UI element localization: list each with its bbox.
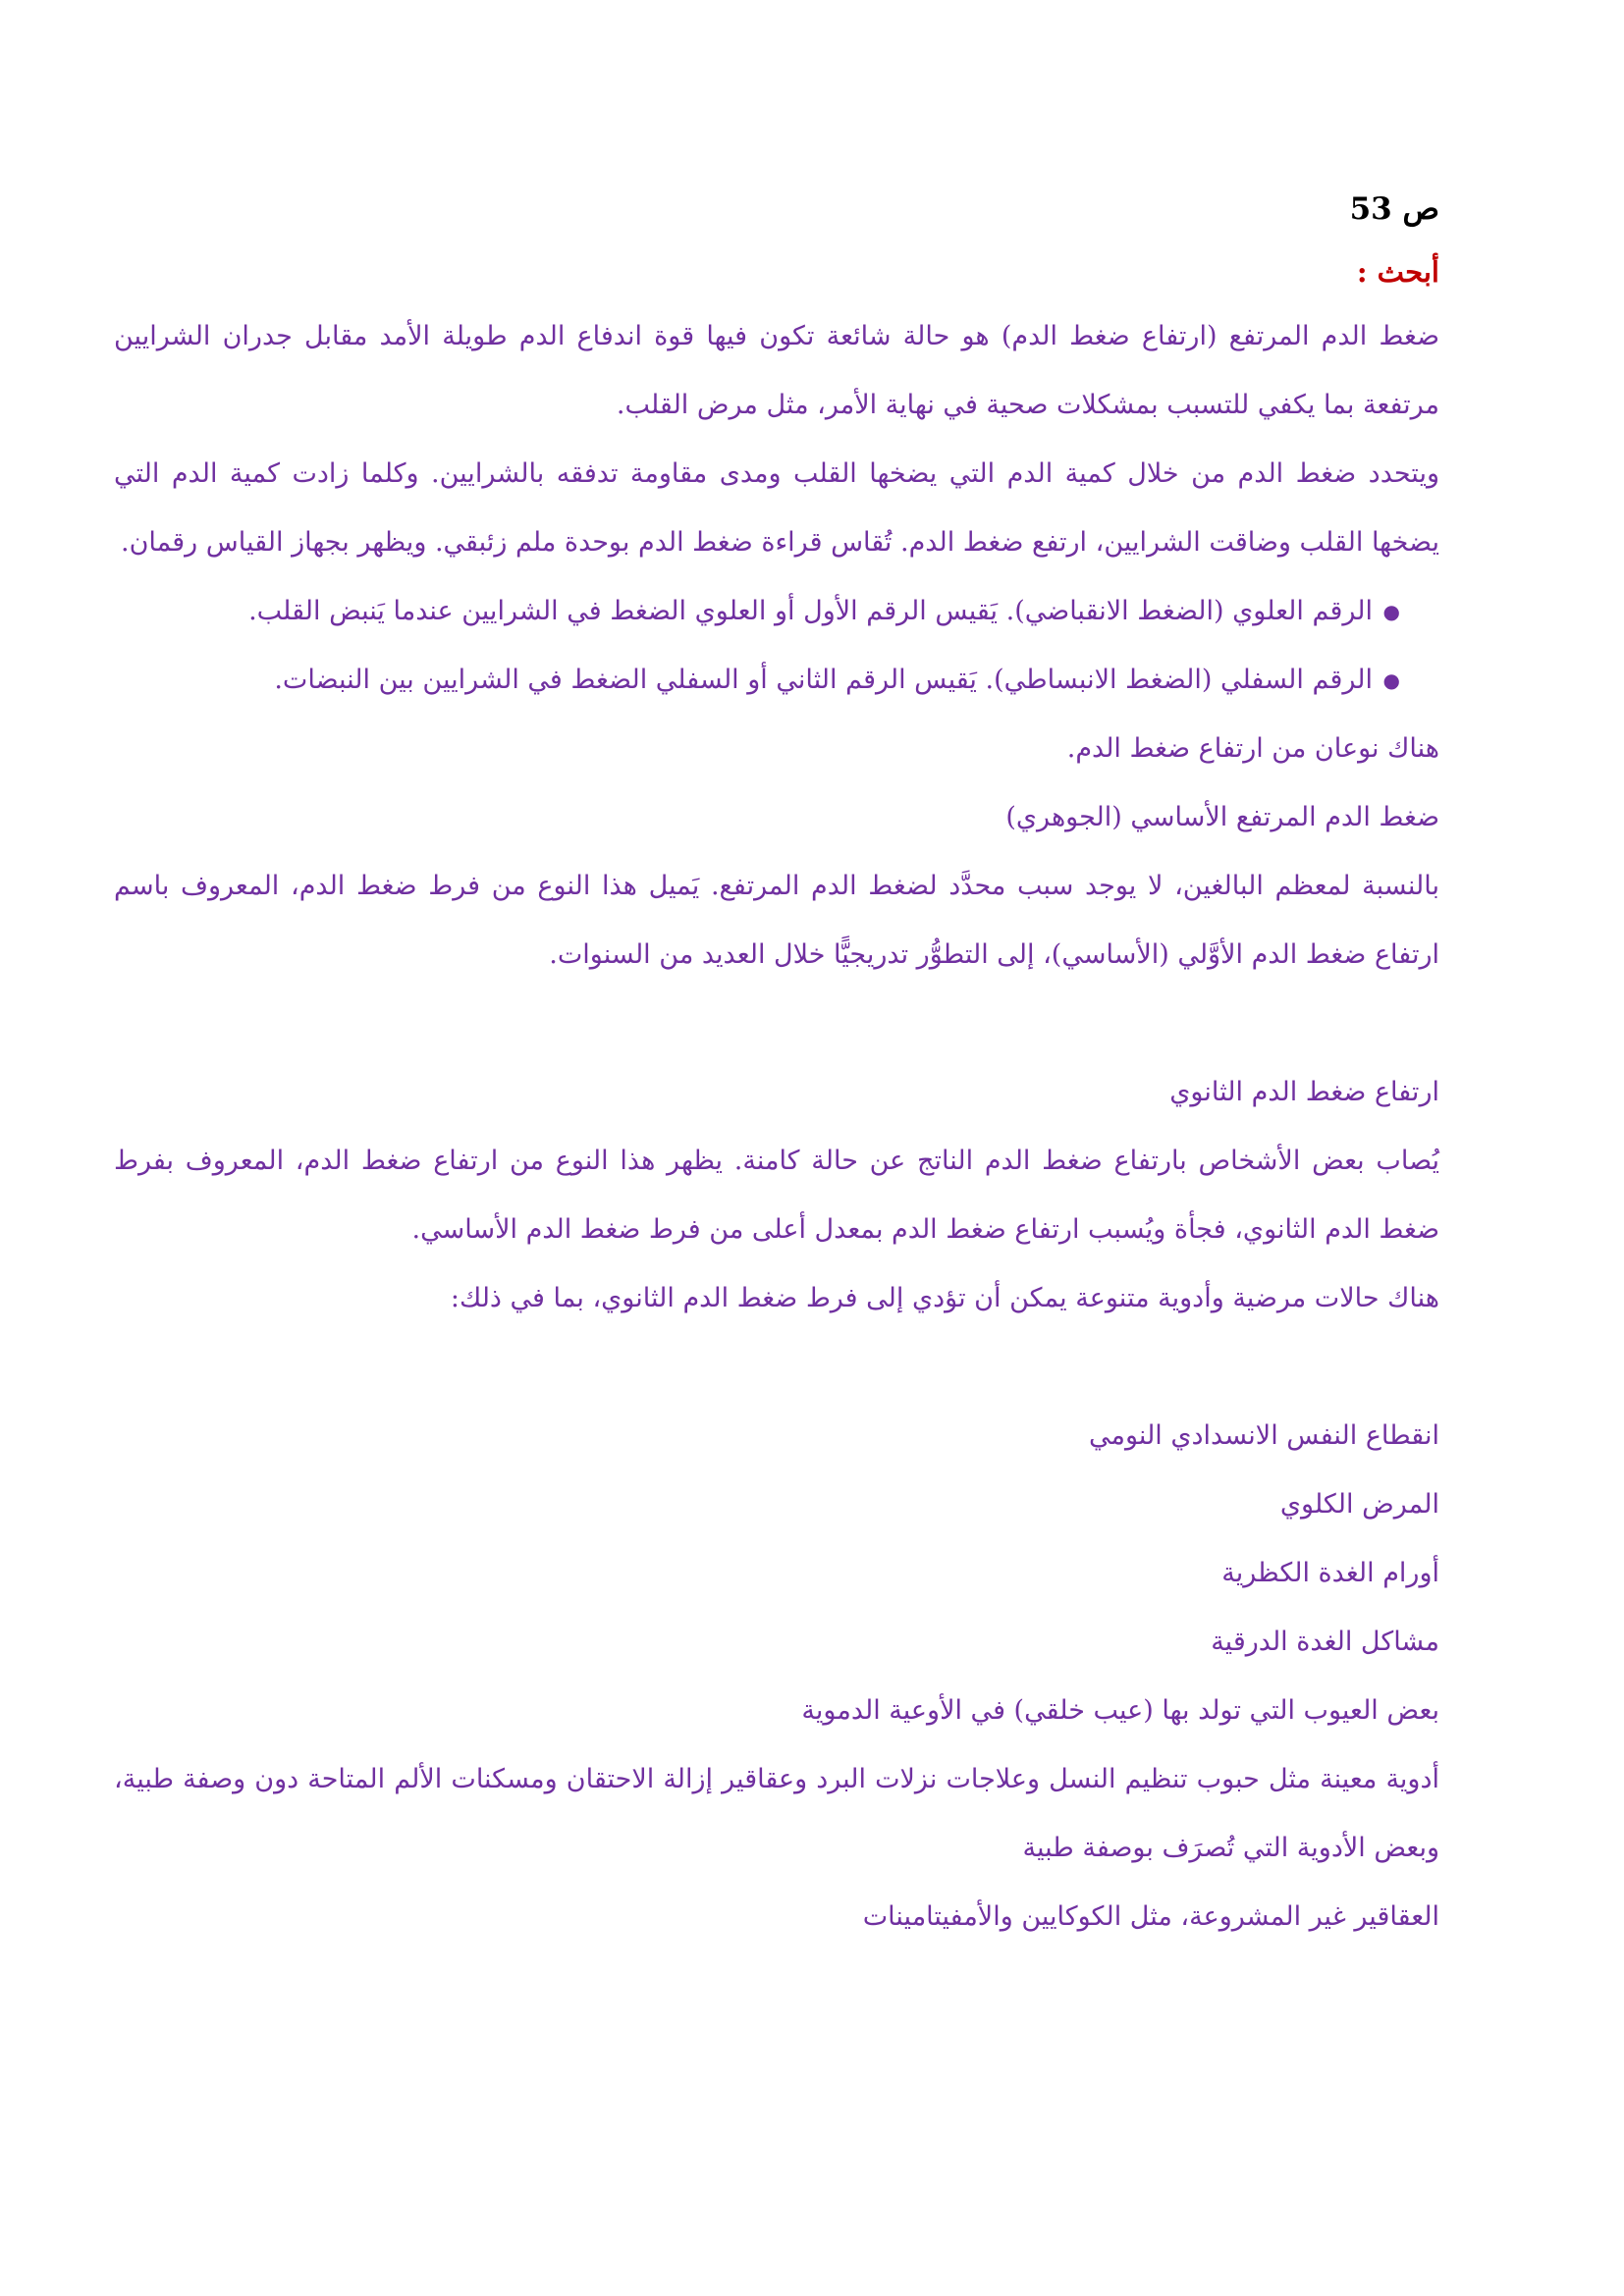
section-heading: أبحث :	[1356, 255, 1439, 289]
list-item	[114, 646, 1400, 715]
list-item: بعض العيوب التي تولد بها (عيب خلقي) في الأوعية الدموية	[801, 1695, 1439, 1726]
primary-title: ضغط الدم المرتفع الأساسي (الجوهري)	[1005, 802, 1439, 832]
reading-numbers-list	[114, 577, 1439, 715]
document-body	[114, 177, 1439, 1951]
list-item: انقطاع النفس الانسدادي النومي	[1089, 1420, 1439, 1451]
page-number: ص 53	[1349, 191, 1439, 227]
intro-paragraph-1: ضغط الدم المرتفع (ارتفاع ضغط الدم) هو حالة شائعة تكون فيها قوة اندفاع الدم طويلة الأمد مقابل جدران الشرايين مرتفعة بما يكفي للتسبب بمشكلات صحية في نهاية الأمر، مثل مرض القلب.	[114, 321, 1439, 420]
list-item: المرض الكلوي	[1279, 1489, 1439, 1520]
causes-intro: هناك حالات مرضية وأدوية متنوعة يمكن أن تؤدي إلى فرط ضغط الدم الثانوي، بما في ذلك:	[450, 1283, 1439, 1313]
list-item-text: الرقم السفلي (الضغط الانبساطي). يَقيس الرقم الثاني أو السفلي الضغط في الشرايين بين النبضات.	[274, 665, 1373, 695]
list-item: أدوية معينة مثل حبوب تنظيم النسل وعلاجات نزلات البرد وعقاقير إزالة الاحتقان ومسكنات الألم المتاحة دون وصفة طبية، وبعض الأدوية التي تُصرَف بوصفة طبية	[114, 1764, 1439, 1863]
list-item: أورام الغدة الكظرية	[1221, 1558, 1439, 1588]
types-intro: هناك نوعان من ارتفاع ضغط الدم.	[1066, 733, 1439, 764]
spacer	[114, 989, 1439, 1058]
causes-list	[114, 1402, 1439, 1951]
intro-paragraph-2: ويتحدد ضغط الدم من خلال كمية الدم التي يضخها القلب ومدى مقاومة تدفقه بالشرايين. وكلما زادت كمية الدم التي يضخها القلب وضاقت الشرايين، ارتفع ضغط الدم. تُقاس قراءة ضغط الدم بوحدة ملم زئبقي. ويظهر بجهاز القياس رقمان.	[114, 458, 1439, 558]
list-item: مشاكل الغدة الدرقية	[1211, 1627, 1439, 1657]
secondary-text: يُصاب بعض الأشخاص بارتفاع ضغط الدم الناتج عن حالة كامنة. يظهر هذا النوع من ارتفاع ضغط الدم، المعروف بفرط ضغط الدم الثانوي، فجأة ويُسبب ارتفاع ضغط الدم بمعدل أعلى من فرط ضغط الدم الأساسي.	[114, 1146, 1439, 1245]
bullet-icon: ●	[1382, 668, 1400, 692]
bullet-icon: ●	[1382, 600, 1400, 623]
spacer	[114, 1333, 1439, 1402]
primary-text: بالنسبة لمعظم البالغين، لا يوجد سبب محدَّد لضغط الدم المرتفع. يَميل هذا النوع من فرط ضغط الدم، المعروف باسم ارتفاع ضغط الدم الأوَّلي (الأساسي)، إلى التطوُّر تدريجيًّا خلال العديد من السنوات.	[114, 871, 1439, 970]
secondary-title: ارتفاع ضغط الدم الثانوي	[1169, 1077, 1439, 1107]
list-item	[114, 577, 1400, 646]
list-item-text: الرقم العلوي (الضغط الانقباضي). يَقيس الرقم الأول أو العلوي الضغط في الشرايين عندما يَنبض القلب.	[248, 596, 1373, 626]
list-item: العقاقير غير المشروعة، مثل الكوكايين والأمفيتامينات	[862, 1901, 1439, 1932]
